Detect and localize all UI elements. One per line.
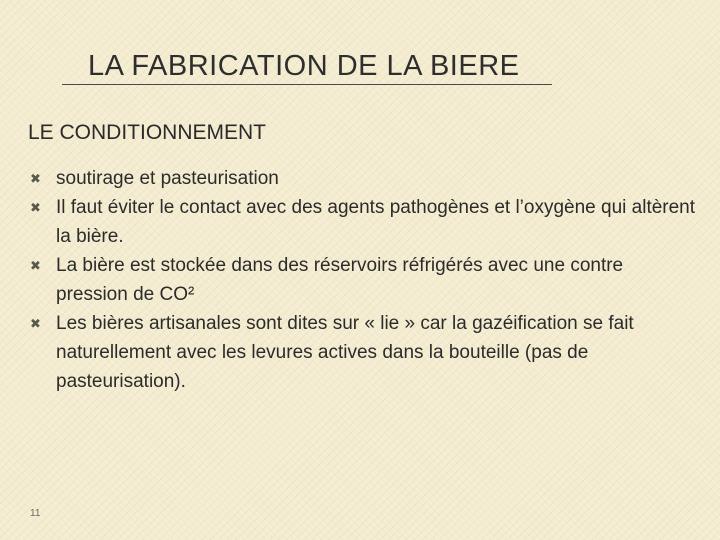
bullet-text: La bière est stockée dans des réservoirs réfrigérés avec une contre pression de CO² [56,255,624,305]
page-number: 11 [30,508,41,519]
x-mark-icon: ✖ [30,258,41,273]
x-mark-icon: ✖ [30,200,41,215]
bullet-list [30,164,700,396]
section-heading: LE CONDITIONNEMENT [28,121,267,144]
slide-title: LA FABRICATION DE LA BIERE [88,50,520,82]
bullet-item [30,251,700,309]
x-mark-icon: ✖ [30,316,41,331]
bullet-text: soutirage et pasteurisation [56,168,279,189]
x-mark-icon: ✖ [30,171,41,186]
bullet-text: Les bières artisanales sont dites sur « lie » car la gazéification se fait naturellement avec les levures actives dans la bouteille (pas de pasteurisation). [56,313,634,392]
bullet-item [30,309,700,396]
bullet-item [30,193,700,251]
title-underline [62,84,552,85]
bullet-item [30,164,700,193]
bullet-text: Il faut éviter le contact avec des agents pathogènes et l’oxygène qui altèrent la bière. [56,197,696,247]
